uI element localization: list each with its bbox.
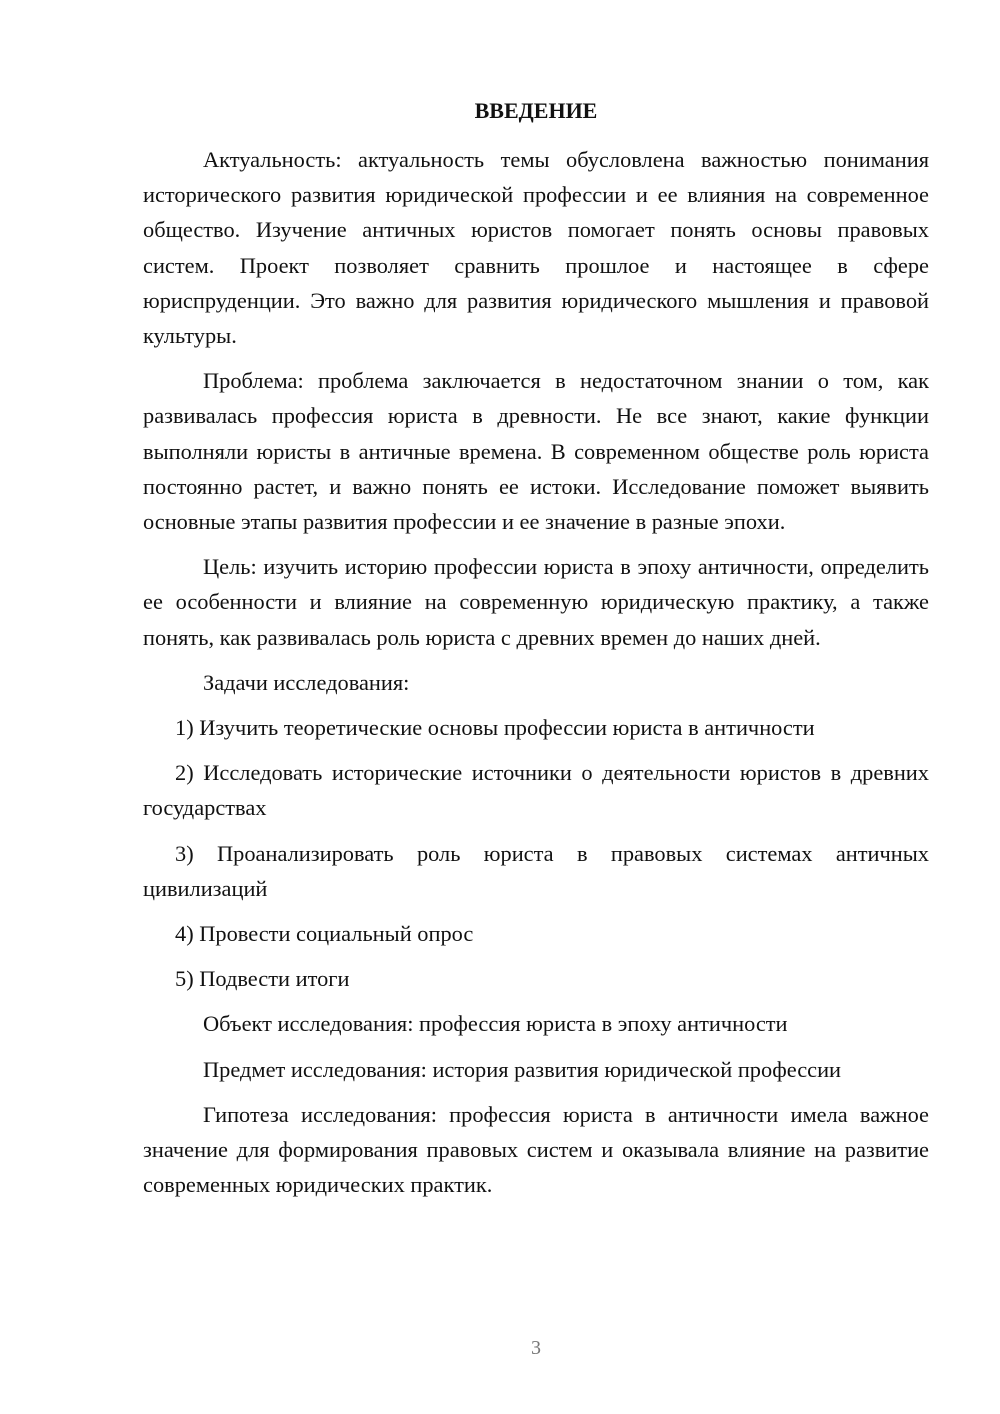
document-body: [143, 142, 929, 1202]
research-hypothesis: Гипотеза исследования: профессия юриста в античности имела важное значение для формирования правовых систем и оказывала влияние на развитие современных юридических практик.: [143, 1101, 929, 1198]
task-item-3: 3) Проанализировать роль юриста в правовых системах античных цивилизаций: [143, 840, 929, 901]
task-item-5: 5) Подвести итоги: [175, 966, 350, 992]
task-item-4: 4) Провести социальный опрос: [175, 921, 474, 947]
research-object: Объект исследования: профессия юриста в эпоху античности: [203, 1011, 788, 1037]
tasks-heading: Задачи исследования:: [203, 669, 410, 695]
page-title: ВВЕДЕНИЕ: [474, 98, 598, 123]
page-number: 3: [531, 1337, 541, 1359]
research-subject: Предмет исследования: история развития юридической профессии: [203, 1056, 842, 1082]
task-item-2: 2) Исследовать исторические источники о деятельности юристов в древних государствах: [143, 760, 929, 821]
paragraph-goal: Цель: изучить историю профессии юриста в эпоху античности, определить ее особенности и влияние на современную юридическую практику, а также понять, как развивалась роль юриста с древних времен до наших дней.: [143, 554, 929, 650]
paragraph-relevance: Актуальность: актуальность темы обусловлена важностью понимания исторического развития юридической профессии и ее влияния на современное общество. Изучение античных юристов помогает понять основы правовых систем. Проект позволяет сравнить прошлое и настоящее в сфере юриспруденции. Это важно для развития юридического мышления и правовой культуры.: [143, 147, 929, 349]
paragraph-problem: Проблема: проблема заключается в недостаточном знании о том, как развивалась профессия юриста в древности. Не все знают, какие функции выполняли юристы в античные времена. В современном обществе роль юриста постоянно растет, и важно понять ее истоки. Исследование поможет выявить основные этапы развития профессии и ее значение в разные эпохи.: [143, 368, 929, 535]
task-item-1: 1) Изучить теоретические основы профессии юриста в античности: [175, 715, 815, 741]
